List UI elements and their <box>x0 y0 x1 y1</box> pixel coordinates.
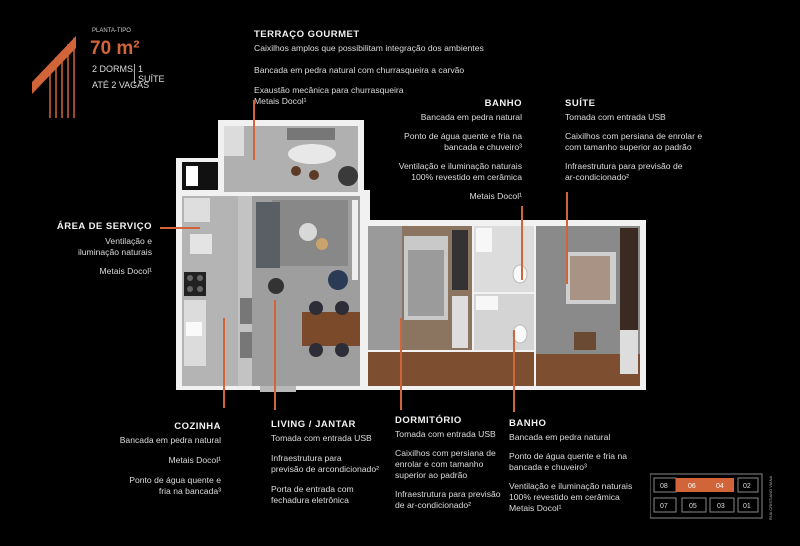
dormitorio-item: Infraestrutura para previsão de ar-condicionado² <box>395 489 501 510</box>
area-servico-title: ÁREA DE SERVIÇO <box>56 221 152 232</box>
banho-top-item: Ponto de água quente e fria na bancada e chuveiro³ <box>403 131 522 152</box>
banho-top-title: BANHO <box>484 98 522 109</box>
key-unit: 05 <box>689 503 697 510</box>
dormitorio-item: Tomada com entrada USB <box>395 429 496 439</box>
key-unit: 01 <box>743 503 751 510</box>
planta-label: PLANTA-TIPO <box>92 28 131 34</box>
key-unit: 06 <box>688 483 696 490</box>
banho-bottom-title: BANHO <box>509 418 547 429</box>
key-unit: 02 <box>743 483 751 490</box>
entrance-door <box>260 386 296 392</box>
terrace-sofa <box>287 128 335 140</box>
banho-bottom-item: Ventilação e iluminação naturais 100% revestido em cerâmica Metais Docol¹ <box>509 481 633 513</box>
corridor-floor <box>368 352 534 386</box>
leader-line <box>160 227 200 229</box>
terraco-item: Exaustão mecânica para churrasqueira Metais Docol¹ <box>254 85 404 106</box>
area-servico-item: Metais Docol¹ <box>99 266 152 276</box>
bbq-counter <box>224 126 244 156</box>
leader-line <box>400 318 402 410</box>
key-unit: 04 <box>716 483 724 490</box>
banho-top-item: Ventilação e iluminação naturais 100% revestido em cerâmica <box>398 161 522 182</box>
living-title: LIVING / JANTAR <box>271 419 356 430</box>
dormitorio-title: DORMITÓRIO <box>395 415 462 426</box>
terraco-title: TERRAÇO GOURMET <box>254 29 360 40</box>
leader-line <box>253 100 255 160</box>
area-servico-item: Ventilação e iluminação naturais <box>77 236 152 257</box>
suite-item: Tomada com entrada USB <box>565 112 666 122</box>
suite-label: 1 SUÍTE <box>134 64 170 84</box>
banho-top-item: Metais Docol¹ <box>469 191 522 201</box>
cozinha-title: COZINHA <box>174 421 221 432</box>
dorms-label: 2 DORMS. <box>92 64 136 74</box>
banho-bottom-item: Bancada em pedra natural <box>509 432 611 442</box>
living-item: Infraestrutura para previsão de arcondicionado² <box>271 453 379 474</box>
key-unit: 07 <box>660 503 668 510</box>
cozinha-item: Ponto de água quente e fria na bancada³ <box>129 475 221 496</box>
cozinha-item: Metais Docol¹ <box>168 455 221 465</box>
terraco-item: Bancada em pedra natural com churrasqueira a carvão <box>254 65 465 75</box>
living-sofa <box>256 202 280 268</box>
leader-line <box>223 318 225 408</box>
suite-item: Caixilhos com persiana de enrolar e com tamanho superior ao padrão <box>565 131 703 152</box>
leader-line <box>274 300 276 410</box>
leader-line <box>566 192 568 284</box>
living-item: Tomada com entrada USB <box>271 433 372 443</box>
key-unit: 03 <box>717 503 725 510</box>
banho-bottom-item: Ponto de água quente e fria na bancada e chuveiro³ <box>509 451 628 472</box>
suite-title: SUÍTE <box>565 98 596 109</box>
dormitorio-item: Caixilhos com persiana de enrolar e com tamanho superior ao padrão <box>395 448 496 480</box>
dining-table <box>302 312 360 346</box>
key-street: RUA CRISTIANO VIANA <box>768 475 773 520</box>
living-item: Porta de entrada com fechadura eletrônica <box>271 484 354 505</box>
area-value: 70 m² <box>90 38 140 59</box>
leader-line <box>521 206 523 280</box>
terraco-item: Caixilhos amplos que possibilitam integração dos ambientes <box>254 43 484 53</box>
vagas-label: ATÉ 2 VAGAS <box>92 80 150 90</box>
suite-item: Infraestrutura para previsão de ar-condicionado² <box>565 161 683 182</box>
leader-line <box>513 330 515 412</box>
key-unit: 08 <box>660 483 668 490</box>
banho-top-item: Bancada em pedra natural <box>420 112 522 122</box>
terrace-plant-icon <box>338 166 358 186</box>
terrace-table <box>288 144 336 164</box>
stove <box>184 272 206 296</box>
key-plan <box>650 470 780 522</box>
cozinha-item: Bancada em pedra natural <box>119 435 221 445</box>
